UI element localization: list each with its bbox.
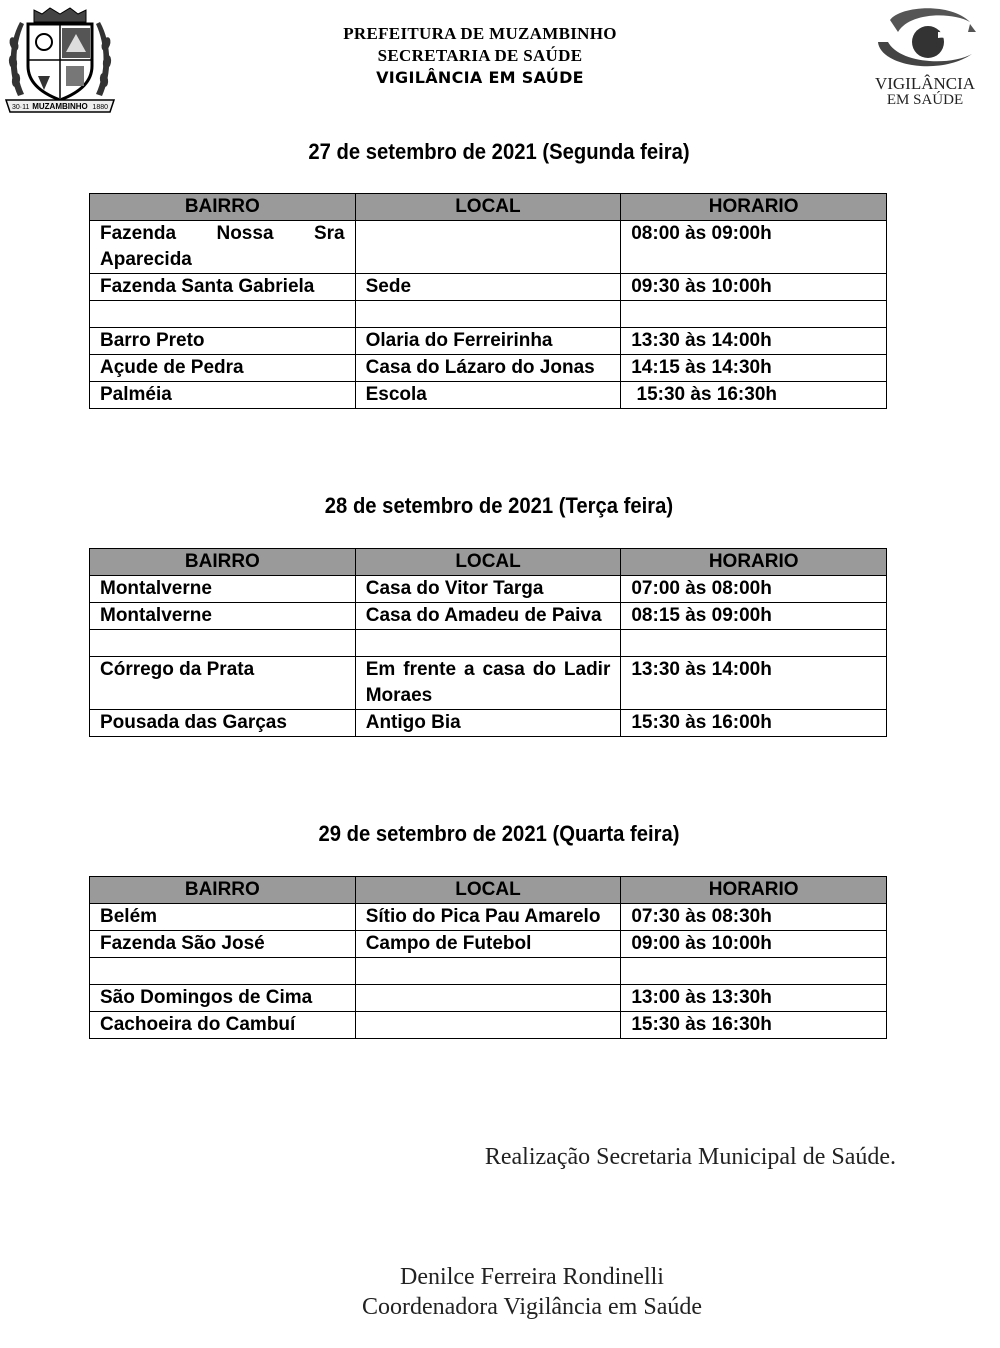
- cell-horario: 14:15 às 14:30h: [621, 355, 887, 382]
- cell-bairro: Barro Preto: [90, 328, 356, 355]
- table-row: [90, 576, 887, 603]
- vigilancia-logo-line1: VIGILÂNCIA: [874, 74, 976, 93]
- cell-horario: 07:30 às 08:30h: [621, 904, 887, 931]
- cell-local: Casa do Lázaro do Jonas: [355, 355, 621, 382]
- cell-local: [355, 630, 621, 657]
- cell-local: [355, 985, 621, 1012]
- table-row: [90, 958, 887, 985]
- ribbon-left-text: 30·11: [12, 104, 30, 111]
- table-row: [90, 657, 887, 710]
- cell-bairro: Belém: [90, 904, 356, 931]
- cell-bairro: Pousada das Garças: [90, 710, 356, 737]
- cell-bairro: Fazenda São José: [90, 931, 356, 958]
- vigilancia-logo-line2: EM SAÚDE: [886, 92, 964, 108]
- table-header-row: [90, 194, 887, 221]
- cell-bairro: Fazenda Santa Gabriela: [90, 274, 356, 301]
- cell-bairro: Açude de Pedra: [90, 355, 356, 382]
- cell-horario: 08:00 às 09:00h: [621, 221, 887, 274]
- table-row: [90, 355, 887, 382]
- table-row: [90, 710, 887, 737]
- column-header-local: LOCAL: [355, 549, 621, 576]
- vigilancia-logo-icon: [870, 2, 980, 77]
- cell-local: Antigo Bia: [355, 710, 621, 737]
- ribbon-right-text: 1880: [92, 104, 108, 111]
- table-row: [90, 382, 887, 409]
- cell-horario: 13:00 às 13:30h: [621, 985, 887, 1012]
- table-header-row: [90, 549, 887, 576]
- signer-name: Denilce Ferreira Rondinelli: [400, 1264, 664, 1290]
- day-title-2: 28 de setembro de 2021 (Terça feira): [324, 493, 674, 518]
- cell-horario: 15:30 às 16:30h: [621, 1012, 887, 1039]
- column-header-bairro: BAIRRO: [90, 549, 356, 576]
- cell-bairro: [90, 301, 356, 328]
- cell-horario: [621, 630, 887, 657]
- header-prefeitura: PREFEITURA DE MUZAMBINHO: [343, 24, 617, 43]
- table-row: [90, 630, 887, 657]
- cell-bairro: [90, 958, 356, 985]
- cell-local: [355, 958, 621, 985]
- cell-bairro: São Domingos de Cima: [90, 985, 356, 1012]
- cell-local: [355, 221, 621, 274]
- day-title-3: 29 de setembro de 2021 (Quarta feira): [318, 821, 680, 846]
- table-row: [90, 221, 887, 274]
- cell-horario: 15:30 às 16:00h: [621, 710, 887, 737]
- table-row: [90, 1012, 887, 1039]
- column-header-horario: HORARIO: [621, 877, 887, 904]
- cell-horario: [621, 301, 887, 328]
- signer-role: Coordenadora Vigilância em Saúde: [361, 1294, 702, 1320]
- cell-bairro: Fazenda Nossa Sra Aparecida: [90, 221, 356, 274]
- cell-local: [355, 301, 621, 328]
- cell-local: Sítio do Pica Pau Amarelo: [355, 904, 621, 931]
- table-header-row: [90, 877, 887, 904]
- cell-horario: 13:30 às 14:00h: [621, 657, 887, 710]
- vigilancia-logo: [870, 2, 980, 112]
- cell-bairro: Montalverne: [90, 603, 356, 630]
- cell-local: Em frente a casa do Ladir Moraes: [355, 657, 621, 710]
- cell-horario: 15:30 às 16:30h: [621, 382, 887, 409]
- table-row: [90, 274, 887, 301]
- cell-local: Escola: [355, 382, 621, 409]
- column-header-horario: HORARIO: [621, 194, 887, 221]
- day-title-1: 27 de setembro de 2021 (Segunda feira): [308, 139, 690, 164]
- cell-bairro: Córrego da Prata: [90, 657, 356, 710]
- cell-local: Casa do Vitor Targa: [355, 576, 621, 603]
- table-row: [90, 985, 887, 1012]
- table-row: [90, 603, 887, 630]
- table-row: [90, 931, 887, 958]
- cell-local: [355, 1012, 621, 1039]
- schedule-table-3: [89, 876, 887, 1039]
- cell-bairro: Montalverne: [90, 576, 356, 603]
- column-header-bairro: BAIRRO: [90, 194, 356, 221]
- cell-horario: 13:30 às 14:00h: [621, 328, 887, 355]
- cell-local: Olaria do Ferreirinha: [355, 328, 621, 355]
- table-row: [90, 301, 887, 328]
- cell-local: Casa do Amadeu de Paiva: [355, 603, 621, 630]
- cell-horario: 08:15 às 09:00h: [621, 603, 887, 630]
- column-header-bairro: BAIRRO: [90, 877, 356, 904]
- municipal-coat-of-arms-icon: [4, 4, 116, 114]
- header-vigilancia: VIGILÂNCIA EM SAÚDE: [376, 68, 584, 87]
- table-row: [90, 328, 887, 355]
- column-header-horario: HORARIO: [621, 549, 887, 576]
- cell-bairro: Palméia: [90, 382, 356, 409]
- column-header-local: LOCAL: [355, 877, 621, 904]
- schedule-table-1: [89, 193, 887, 409]
- cell-bairro: Cachoeira do Cambuí: [90, 1012, 356, 1039]
- table-row: [90, 904, 887, 931]
- cell-horario: [621, 958, 887, 985]
- ribbon-center-text: MUZAMBINHO: [32, 102, 88, 111]
- cell-horario: 07:00 às 08:00h: [621, 576, 887, 603]
- header-secretaria: SECRETARIA DE SAÚDE: [377, 46, 583, 65]
- cell-horario: 09:00 às 10:00h: [621, 931, 887, 958]
- cell-bairro: [90, 630, 356, 657]
- schedule-table-2: [89, 548, 887, 737]
- footer-realizacao: Realização Secretaria Municipal de Saúde.: [484, 1144, 896, 1170]
- cell-horario: 09:30 às 10:00h: [621, 274, 887, 301]
- cell-local: Campo de Futebol: [355, 931, 621, 958]
- cell-local: Sede: [355, 274, 621, 301]
- column-header-local: LOCAL: [355, 194, 621, 221]
